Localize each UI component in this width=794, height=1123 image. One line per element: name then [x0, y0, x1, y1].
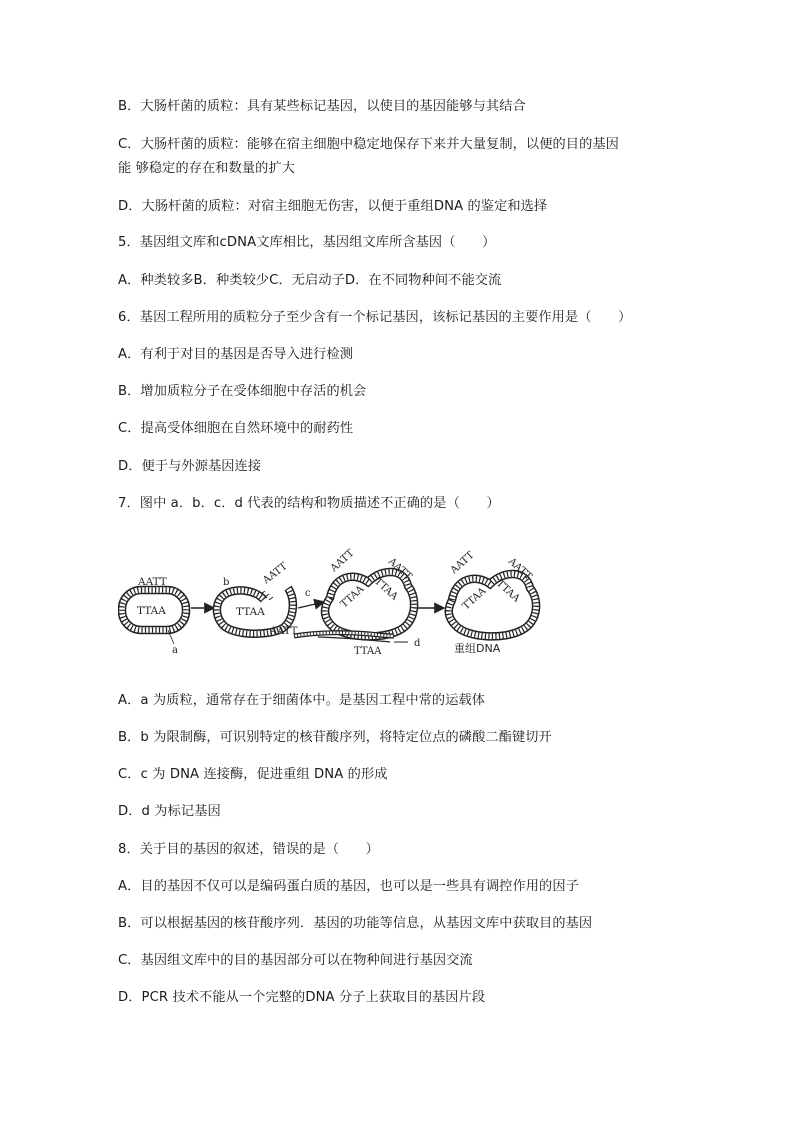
option-6a: A．有利于对目的基因是否导入进行检测 [118, 347, 354, 362]
option-8c: C．基因组文库中的目的基因部分可以在物种间进行基因交流 [118, 953, 473, 968]
label-ttaa-7: TTAA [354, 646, 382, 656]
question-7-stem: 7．图中 a．b．c．d 代表的结构和物质描述不正确的是（ ） [118, 496, 500, 511]
option-4c-line2: 能 够稳定的存在和数量的扩大 [118, 161, 296, 176]
label-aatt-6: AATT [505, 556, 534, 583]
option-7b: B．b 为限制酶，可识别特定的核苷酸序列，将特定位点的磷酸二酯键切开 [118, 730, 552, 745]
option-8d: D．PCR 技术不能从一个完整的DNA 分子上获取目的基因片段 [118, 990, 486, 1005]
label-ttaa-3: TTAA [338, 583, 367, 611]
option-4b: B．大肠杆菌的质粒：具有某些标记基因，以使目的基因能够与其结合 [118, 99, 526, 114]
label-d: d [414, 638, 421, 649]
label-aatt-2: AATT [261, 560, 290, 587]
label-c: c [305, 588, 311, 599]
arrow-2 [298, 602, 324, 608]
option-8b: B．可以根据基因的核苷酸序列．基因的功能等信息，从基因文库中获取目的基因 [118, 916, 593, 931]
option-7c: C．c 为 DNA 连接酶，促进重组 DNA 的形成 [118, 767, 388, 782]
question-8-stem: 8．关于目的基因的叙述，错误的是（ ） [118, 842, 379, 857]
label-aatt-5: AATT [448, 549, 477, 577]
option-4c-line1: C．大肠杆菌的质粒：能够在宿主细胞中稳定地保存下来并大量复制，以便的目的基因 [118, 137, 619, 152]
label-aatt-1: AATT [138, 576, 167, 588]
option-6d: D．便于与外源基因连接 [118, 459, 262, 474]
question-5-stem: 5．基因组文库和cDNA文库相比，基因组文库所含基因（ ） [118, 235, 496, 250]
question-5-options: A．种类较多B．种类较少C．无启动子D．在不同物种间不能交流 [118, 273, 502, 288]
label-b: b [223, 577, 230, 588]
option-7a: A．a 为质粒，通常存在于细菌体中。是基因工程中常的运载体 [118, 693, 486, 708]
label-ttaa-2: TTAA [236, 606, 265, 618]
label-ttaa-5: TTAA [460, 585, 489, 613]
recombinant-dna-diagram [118, 548, 558, 656]
question-6-stem: 6．基因工程所用的质粒分子至少含有一个标记基因，该标记基因的主要作用是（ ） [118, 310, 632, 325]
label-aatt-4: AATT [385, 556, 414, 583]
label-aatt-7: AATT [270, 626, 298, 637]
label-ttaa-1: TTAA [137, 605, 166, 617]
label-ttaa-6: TTAA [493, 578, 522, 605]
label-ttaa-4: TTAA [371, 576, 400, 603]
intermediate-plasmid [325, 572, 414, 636]
option-8a: A．目的基因不仅可以是编码蛋白质的基因，也可以是一些具有调控作用的因子 [118, 879, 579, 894]
label-a: a [172, 645, 178, 656]
label-recombinant-dna: 重组DNA [454, 642, 501, 655]
option-6c: C．提高受体细胞在自然环境中的耐药性 [118, 421, 354, 436]
option-7d: D．d 为标记基因 [118, 804, 221, 819]
label-aatt-3: AATT [328, 548, 357, 575]
option-4d: D．大肠杆菌的质粒：对宿主细胞无伤害，以便于重组DNA 的鉴定和选择 [118, 199, 548, 214]
option-6b: B．增加质粒分子在受体细胞中存活的机会 [118, 384, 367, 399]
